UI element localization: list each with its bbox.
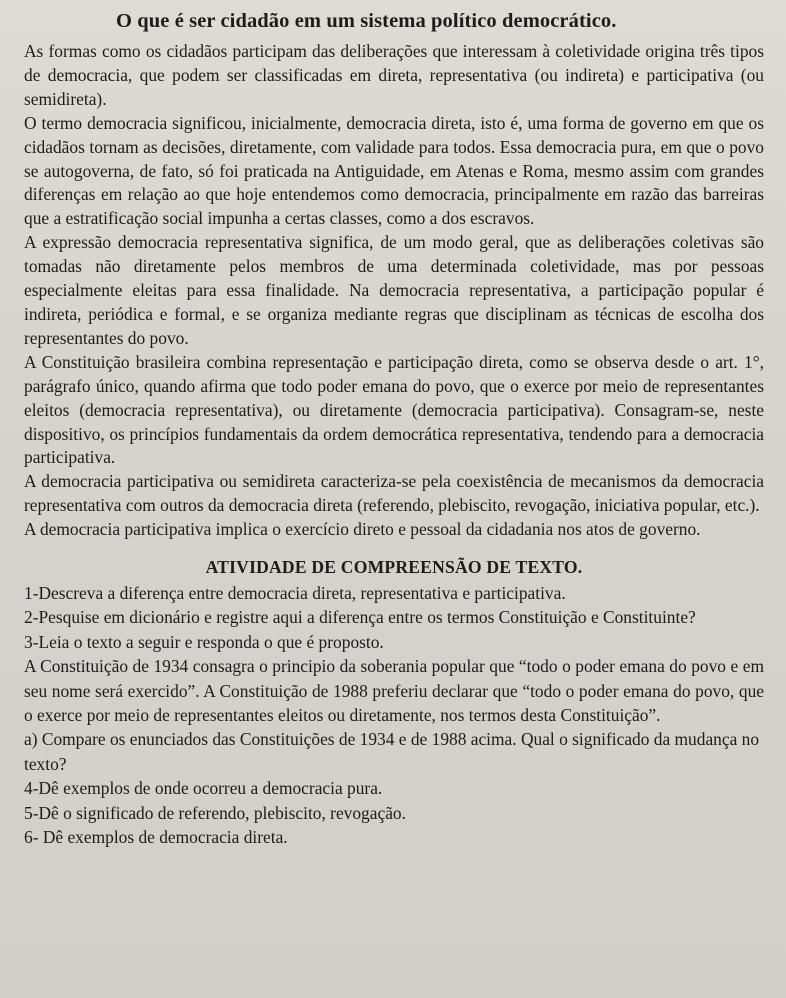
question-3a: a) Compare os enunciados das Constituições de 1934 e de 1988 acima. Qual o significado da mudança no texto?: [24, 729, 760, 774]
question-3-text: A Constituição de 1934 consagra o principio da soberania popular que “todo o poder emana do povo e em seu nome será exercido”. A Constituição de 1988 preferiu declarar que “todo o poder emana do povo, que o exerce por meio de representantes eleitos ou diretamente, nos termos desta Constituição”.: [24, 656, 764, 726]
question-6: 6- Dê exemplos de democracia direta.: [24, 827, 288, 848]
question-1: 1-Descreva a diferença entre democracia direta, representativa e participativa.: [24, 583, 566, 604]
paragraph-representative-democracy: A expressão democracia representativa significa, de um modo geral, que as deliberações coletivas são tomadas não diretamente pelos membros de uma determinada coletividade, mas por pessoas especialmente eleitas para essa finalidade. Na democracia representativa, a participação popular é indireta, periódica e formal, e se organiza mediante regras que disciplinam as técnicas de escolha dos representantes do povo.: [24, 232, 764, 348]
activity-heading: ATIVIDADE DE COMPREENSÃO DE TEXTO.: [205, 557, 583, 578]
question-5: 5-Dê o significado de referendo, plebiscito, revogação.: [24, 802, 406, 823]
paragraph-participative-democracy: A democracia participativa ou semidireta caracteriza-se pela coexistência de mecanismos da democracia representativa com outros da democracia direta (referendo, plebiscito, revogação, iniciativa popular, etc.).: [24, 471, 764, 516]
paragraph-brazilian-constitution: A Constituição brasileira combina representação e participação direta, como se observa desde o art. 1°, parágrafo único, quando afirma que todo poder emana do povo, que o exerce por meio de representantes eleitos (democracia representativa), ou diretamente (democracia participativa). Consagram-se, neste dispositivo, os princípios fundamentais da ordem democrática representativa, tendendo para a democracia participativa.: [24, 351, 764, 468]
paragraph-participative-implication: A democracia participativa implica o exercício direto e pessoal da cidadania nos atos de governo.: [24, 519, 701, 540]
question-4: 4-Dê exemplos de onde ocorreu a democracia pura.: [24, 778, 383, 799]
paragraph-intro: As formas como os cidadãos participam das deliberações que interessam à coletividade origina três tipos de democracia, que podem ser classificadas em direta, representativa (ou indireta) e participativa (ou semidireta).: [24, 41, 764, 109]
question-3: 3-Leia o texto a seguir e responda o que é proposto.: [24, 631, 384, 652]
question-2: 2-Pesquise em dicionário e registre aqui a diferença entre os termos Constituição e Constituinte?: [24, 607, 696, 628]
paragraph-direct-democracy: O termo democracia significou, inicialmente, democracia direta, isto é, uma forma de governo em que os cidadãos tornam as decisões, diretamente, com validade para todos. Essa democracia pura, em que o povo se autogoverna, de fato, só foi praticada na Antiguidade, em Atenas e Roma, mesmo assim com grandes diferenças em relação ao que hoje entendemos como democracia, principalmente em razão das barreiras que a estratificação social impunha a certas classes, como a dos escravos.: [24, 112, 764, 229]
page-title: O que é ser cidadão em um sistema político democrático.: [116, 10, 617, 32]
